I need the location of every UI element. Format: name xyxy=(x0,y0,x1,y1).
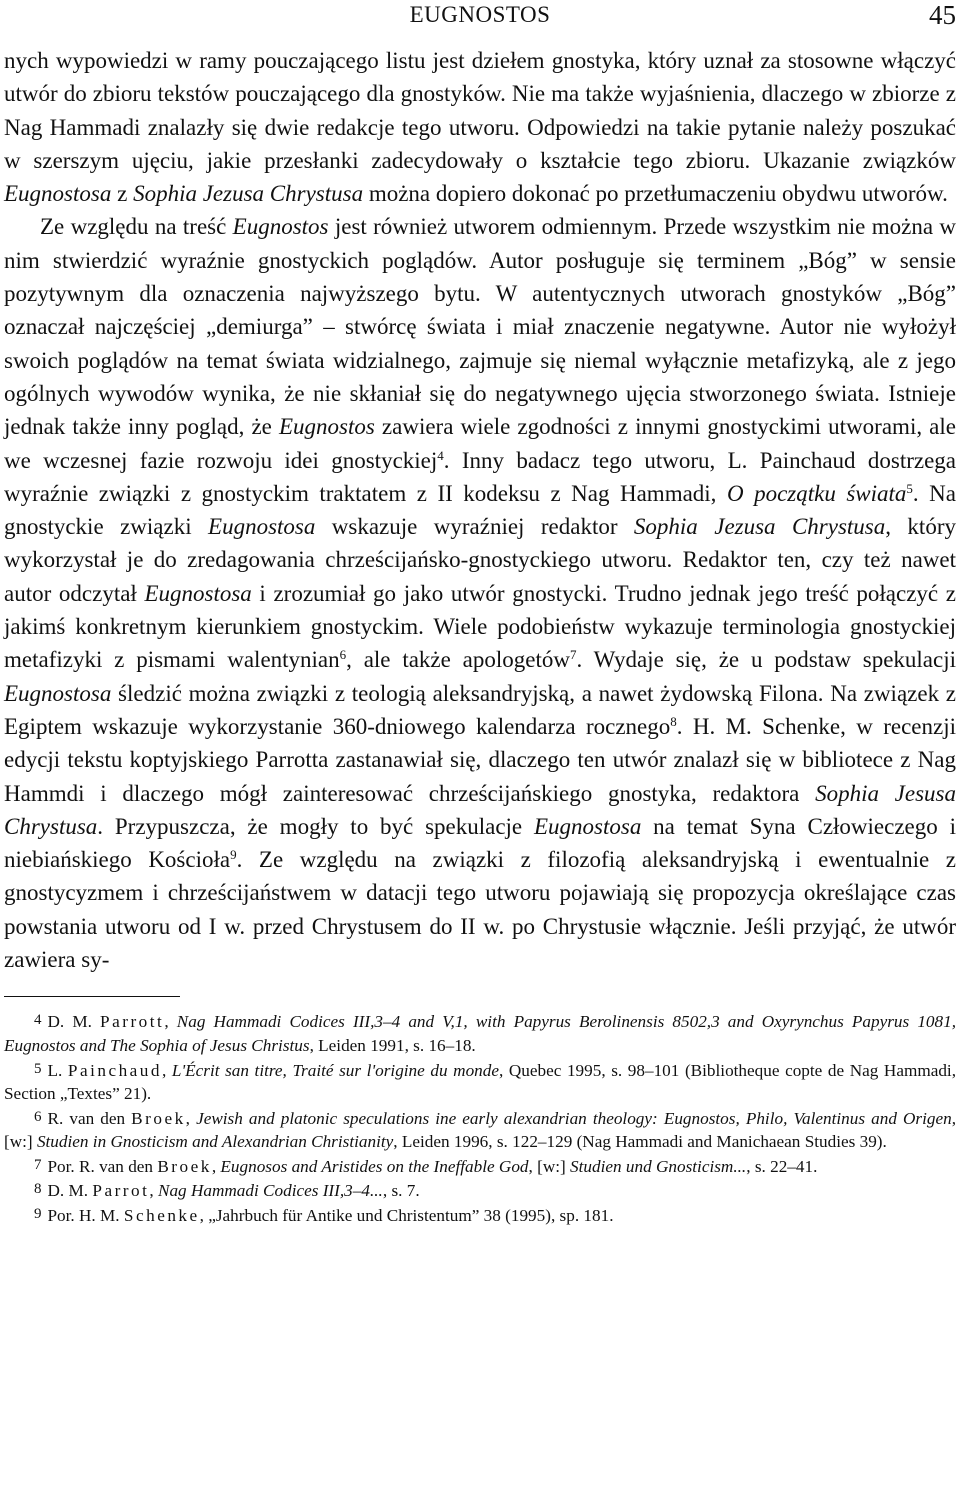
text-run: . H. M. Schenke, w recenzji edycji tekstu koptyjskiego Parrotta zastanawiał się, dlaczego ten utwór znalazł się w bibliotece z Nag Hammdi i dlaczego mógł zainteresować chrześcijańskiego gnostyka, redaktora xyxy=(4,713,956,806)
footnote-number: 7 xyxy=(34,1156,42,1173)
text-run: , [w:] xyxy=(528,1156,571,1176)
italic-title: O początku świata xyxy=(726,480,907,506)
text-run: , Leiden 1991, s. 16–18. xyxy=(309,1035,476,1055)
text-run: śledzić można związki z teologią aleksandryjską, a nawet żydowską Filona. Na związek z Egiptem wskazuje wykorzystanie 360-dniowego kalendarza rocznego xyxy=(4,680,956,739)
text-run: można dopiero dokonać po przetłumaczeniu obydwu utworów. xyxy=(363,181,948,207)
document-page xyxy=(4,0,956,1228)
text-run: , xyxy=(164,1012,177,1032)
footnote-ref-8[interactable]: 8 xyxy=(670,713,677,729)
italic-title: Studien und Gnosticism... xyxy=(570,1156,747,1176)
text-run: R. van den xyxy=(47,1108,132,1128)
text-run: z xyxy=(111,181,134,207)
italic-title: Jewish and platonic speculations ine early alexandrian theology: Eugnostos, Philo, Valentinus and Origen xyxy=(196,1108,952,1128)
text-run: jest również utworem odmiennym. Przede wszystkim nie można w nim stwierdzić wyraźnie gnostyckich poglądów. Autor posługuje się terminem „Bóg” w sensie pozytywnym dla oznaczenia najwyższego bytu. W autentycznych utworach gnostyków „Bóg” oznaczał najczęściej „demiurga” – stwórcę świata i miał znaczenie negatywne. Autor nie wyłożył swoich poglądów na temat świata widzialnego, zajmuje się niemal wyłącznie metafizyką, ale z jego ogólnych wywodów wynika, że nie skłaniał się do negatywnego ujęcia stworzonego świata. Istnieje jednak także inny pogląd, że xyxy=(4,214,956,440)
text-run: , który wykorzystał je do zredagowania chrześcijańsko-gnostyckiego utworu. Redaktor ten, czy też nawet autor odczytał xyxy=(4,514,956,606)
text-run: . Przypuszcza, że mogły to być spekulacje xyxy=(97,813,534,839)
paragraph-1 xyxy=(4,44,956,210)
italic-title: Studien in Gnosticism and Alexandrian Christianity xyxy=(36,1132,394,1152)
italic-title: Sophia Jesusa Chrystusa xyxy=(4,780,956,839)
text-run: . Na gnostyckie związki xyxy=(4,480,956,540)
text-run: Por. H. M. xyxy=(47,1206,124,1226)
text-run: nych wypowiedzi w ramy pouczającego listu jest dziełem gnostyka, który uznał za stosowne włączyć utwór do zbioru tekstów pouczającego dla gnostyków. Nie ma także wyjaśnienia, dlaczego w zbiorze z Nag Hammadi znalazły się dwie redakcje tego utworu. Odpowiedzi na takie pytanie należy poszukać w szerszym ujęciu, jakie przesłanki zadecydowały o kształcie tego zbioru. Ukazanie związków xyxy=(4,48,956,173)
paragraph-2 xyxy=(4,210,956,976)
footnote-ref-7[interactable]: 7 xyxy=(569,647,577,663)
italic-title: L'Écrit san titre, Traité sur l'origine du monde xyxy=(171,1060,499,1080)
footnote-separator xyxy=(4,996,180,997)
body-text xyxy=(4,44,956,976)
italic-title: Eugnostos xyxy=(278,414,375,440)
footnote-8 xyxy=(4,1178,956,1203)
text-run: Por. R. van den xyxy=(47,1156,158,1176)
italic-title: Eugnostosa xyxy=(208,514,316,540)
footnote-6 xyxy=(4,1106,956,1154)
text-run: . Ze względu na związki z filozofią aleksandryjską i ewentualnie z gnostycyzmem i chrześcijaństwem w datacji tego utworu pojawiają się propozycja określające czas powstania utworu od I w. przed Chrystusem do II w. po Chrystusie włącznie. Jeśli przyjąć, że utwór zawiera sy- xyxy=(4,847,956,973)
footnote-7 xyxy=(4,1154,956,1179)
footnote-number: 8 xyxy=(34,1181,42,1198)
footnote-number: 5 xyxy=(34,1060,42,1077)
italic-title: Nag Hammadi Codices III,3–4... xyxy=(158,1181,383,1201)
footnote-ref-5[interactable]: 5 xyxy=(906,480,913,496)
footnote-ref-6[interactable]: 6 xyxy=(339,647,347,663)
text-run: , ale także apologetów xyxy=(346,647,570,673)
text-run: wskazuje wyraźniej redaktor xyxy=(315,514,634,540)
author-surname: Broek xyxy=(157,1156,212,1176)
text-run: na temat Syna Człowieczego i niebiańskiego Kościoła xyxy=(4,813,956,873)
footnotes xyxy=(4,1009,956,1227)
text-run: . Wydaje się, że u podstaw spekulacji xyxy=(576,647,956,673)
footnote-number: 9 xyxy=(34,1206,42,1223)
text-run: D. M. xyxy=(47,1181,93,1201)
italic-title: Eugnostosa xyxy=(144,580,252,606)
running-title: EUGNOSTOS xyxy=(409,2,551,27)
text-run: . Inny badacz tego utworu, L. Painchaud dostrzega wyraźnie związki z gnostyckim traktatem z II kodeksu z Nag Hammadi, xyxy=(4,447,956,506)
italic-title: Sophia Jezusa Chrystusa xyxy=(633,514,886,540)
text-run: , [w:] xyxy=(4,1108,956,1152)
italic-title: Eugnostosa xyxy=(4,181,112,207)
footnote-5 xyxy=(4,1058,956,1106)
footnote-ref-4[interactable]: 4 xyxy=(437,447,444,463)
text-run: L. xyxy=(47,1060,68,1080)
author-surname: Broek xyxy=(131,1108,186,1128)
text-run: , xyxy=(211,1156,221,1176)
text-run: Ze względu na treść xyxy=(40,214,233,240)
italic-title: Sophia Jezusa Chrystusa xyxy=(133,181,364,207)
text-run: i zrozumiał go jako utwór gnostycki. Trudno jednak jego treść połączyć z jakimś konkretnym kierunkiem gnostyckim. Wiele podobieństw wykazuje terminologia gnostyckiej metafizyki z pismami walentynian xyxy=(4,580,956,673)
author-surname: Parrott xyxy=(100,1012,165,1032)
author-surname: Parrot xyxy=(92,1181,150,1201)
text-run: , Quebec 1995, s. 98–101 (Bibliotheque copte de Nag Hammadi, Section „Textes” 21). xyxy=(4,1060,956,1104)
footnote-4 xyxy=(4,1009,956,1057)
text-run: , xyxy=(162,1060,172,1080)
text-run: zawiera wiele zgodności z innymi gnostyckimi utworami, ale we wczesnej fazie rozwoju idei gnostyckiej xyxy=(4,414,956,473)
footnote-ref-9[interactable]: 9 xyxy=(230,847,237,863)
footnote-number: 6 xyxy=(34,1108,42,1125)
italic-title: Eugnostos xyxy=(232,214,329,240)
text-run: , xyxy=(185,1108,197,1128)
footnote-number: 4 xyxy=(34,1012,42,1029)
italic-title: Nag Hammadi Codices III,3–4 and V,1, with Papyrus Berolinensis 8502,3 and Oxyrynchus Papyrus 1081, Eugnostos and The Sophia of Jesus Christus xyxy=(4,1012,957,1055)
italic-title: Eugnostosa xyxy=(4,680,112,706)
footnote-9 xyxy=(4,1203,956,1228)
text-run: D. M. xyxy=(47,1012,101,1032)
text-run: , „Jahrbuch für Antike und Christentum” 38 (1995), sp. 181. xyxy=(199,1206,614,1226)
italic-title: Eugnostosa xyxy=(533,813,642,839)
text-run: , s. 7. xyxy=(382,1181,420,1201)
author-surname: Schenke xyxy=(123,1206,200,1226)
text-run: , xyxy=(149,1181,158,1201)
italic-title: Eugnosos and Aristides on the Ineffable God xyxy=(220,1156,529,1176)
running-head xyxy=(4,0,956,40)
text-run: , s. 22–41. xyxy=(746,1156,818,1176)
text-run: , Leiden 1996, s. 122–129 (Nag Hammadi and Manichaean Studies 39). xyxy=(393,1132,887,1152)
page-number: 45 xyxy=(929,0,956,30)
author-surname: Painchaud xyxy=(67,1060,162,1080)
